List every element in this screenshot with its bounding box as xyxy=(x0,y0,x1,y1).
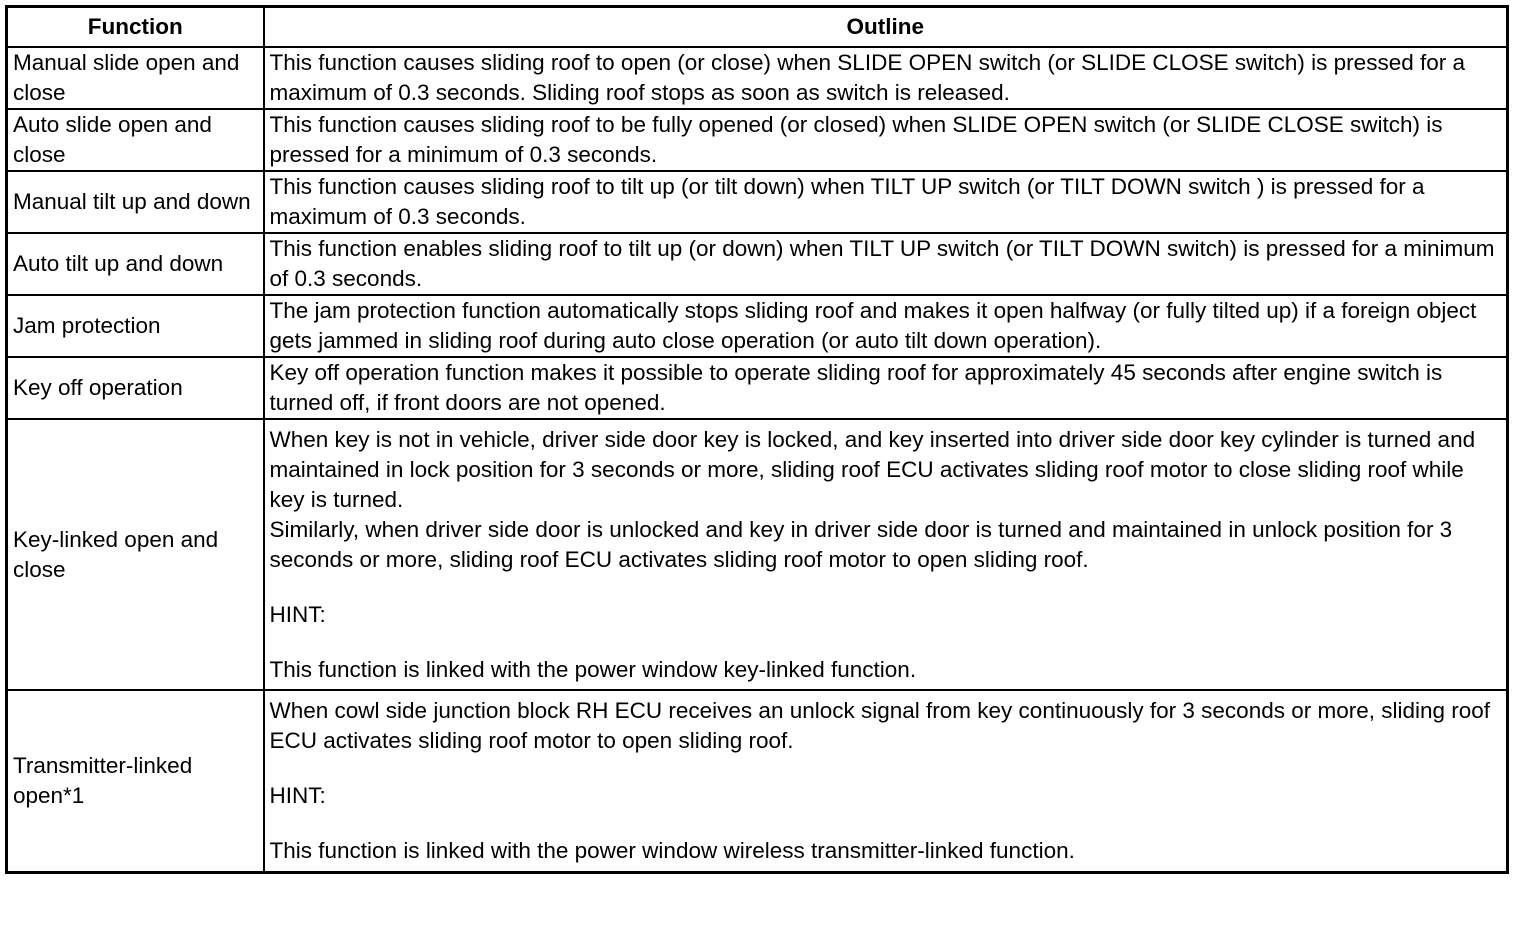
outline-cell xyxy=(264,295,1508,357)
outline-column-header: Outline xyxy=(264,7,1508,48)
function-cell: Auto tilt up and down xyxy=(7,233,264,295)
function-cell: Jam protection xyxy=(7,295,264,357)
hint-text: This function is linked with the power window key-linked function. xyxy=(269,656,917,682)
hint-label: HINT: xyxy=(269,601,326,627)
outline-text: This function enables sliding roof to tilt up (or down) when TILT UP switch (or TILT DOWN switch) is pressed for a minimum of 0.3 seconds. xyxy=(269,236,1495,291)
table-row xyxy=(7,171,1508,233)
function-cell: Key off operation xyxy=(7,357,264,419)
outline-cell xyxy=(264,419,1508,690)
function-outline-table xyxy=(5,5,1509,874)
outline-cell xyxy=(264,690,1508,873)
outline-text: When cowl side junction block RH ECU receives an unlock signal from key continuously for 3 seconds or more, sliding roof ECU activates sliding roof motor to open sliding roof. xyxy=(269,698,1491,753)
outline-cell xyxy=(264,357,1508,419)
outline-cell xyxy=(264,171,1508,233)
function-cell: Auto slide open and close xyxy=(7,109,264,171)
outline-text: This function causes sliding roof to open (or close) when SLIDE OPEN switch (or SLIDE CLOSE switch) is pressed for a maximum of 0.3 seconds. Sliding roof stops as soon as switch is released. xyxy=(269,50,1465,105)
outline-text: This function causes sliding roof to tilt up (or tilt down) when TILT UP switch (or TILT DOWN switch ) is pressed for a maximum of 0.3 seconds. xyxy=(269,174,1425,229)
table-row xyxy=(7,295,1508,357)
outline-text: Key off operation function makes it possible to operate sliding roof for approximately 45 seconds after engine switch is turned off, if front doors are not opened. xyxy=(269,360,1443,415)
hint-text: This function is linked with the power window wireless transmitter-linked function. xyxy=(269,838,1075,863)
document-page xyxy=(5,5,1509,874)
table-row xyxy=(7,419,1508,690)
function-column-header: Function xyxy=(7,7,264,48)
outline-text: This function causes sliding roof to be fully opened (or closed) when SLIDE OPEN switch (or SLIDE CLOSE switch) is pressed for a minimum of 0.3 seconds. xyxy=(269,112,1443,167)
function-cell: Key-linked open and close xyxy=(7,419,264,690)
outline-cell xyxy=(264,109,1508,171)
outline-text: Similarly, when driver side door is unlocked and key in driver side door is turned and maintained in unlock position for 3 seconds or more, sliding roof ECU activates sliding roof motor to open sliding roof. xyxy=(269,516,1453,572)
outline-cell xyxy=(264,47,1508,109)
function-cell: Transmitter-linked open*1 xyxy=(7,690,264,873)
table-row xyxy=(7,357,1508,419)
table-header-row xyxy=(7,7,1508,48)
table-row xyxy=(7,47,1508,109)
outline-text: When key is not in vehicle, driver side door key is locked, and key inserted into driver side door key cylinder is turned and maintained in lock position for 3 seconds or more, sliding roof ECU activates sliding roof motor to close sliding roof while key is turned. xyxy=(269,426,1476,512)
hint-label: HINT: xyxy=(269,783,326,808)
outline-cell xyxy=(264,233,1508,295)
table-row xyxy=(7,109,1508,171)
table-row xyxy=(7,690,1508,873)
function-cell: Manual tilt up and down xyxy=(7,171,264,233)
table-row xyxy=(7,233,1508,295)
outline-text: The jam protection function automatically stops sliding roof and makes it open halfway (or fully tilted up) if a foreign object gets jammed in sliding roof during auto close operation (or auto tilt down operation). xyxy=(269,298,1477,353)
function-cell: Manual slide open and close xyxy=(7,47,264,109)
